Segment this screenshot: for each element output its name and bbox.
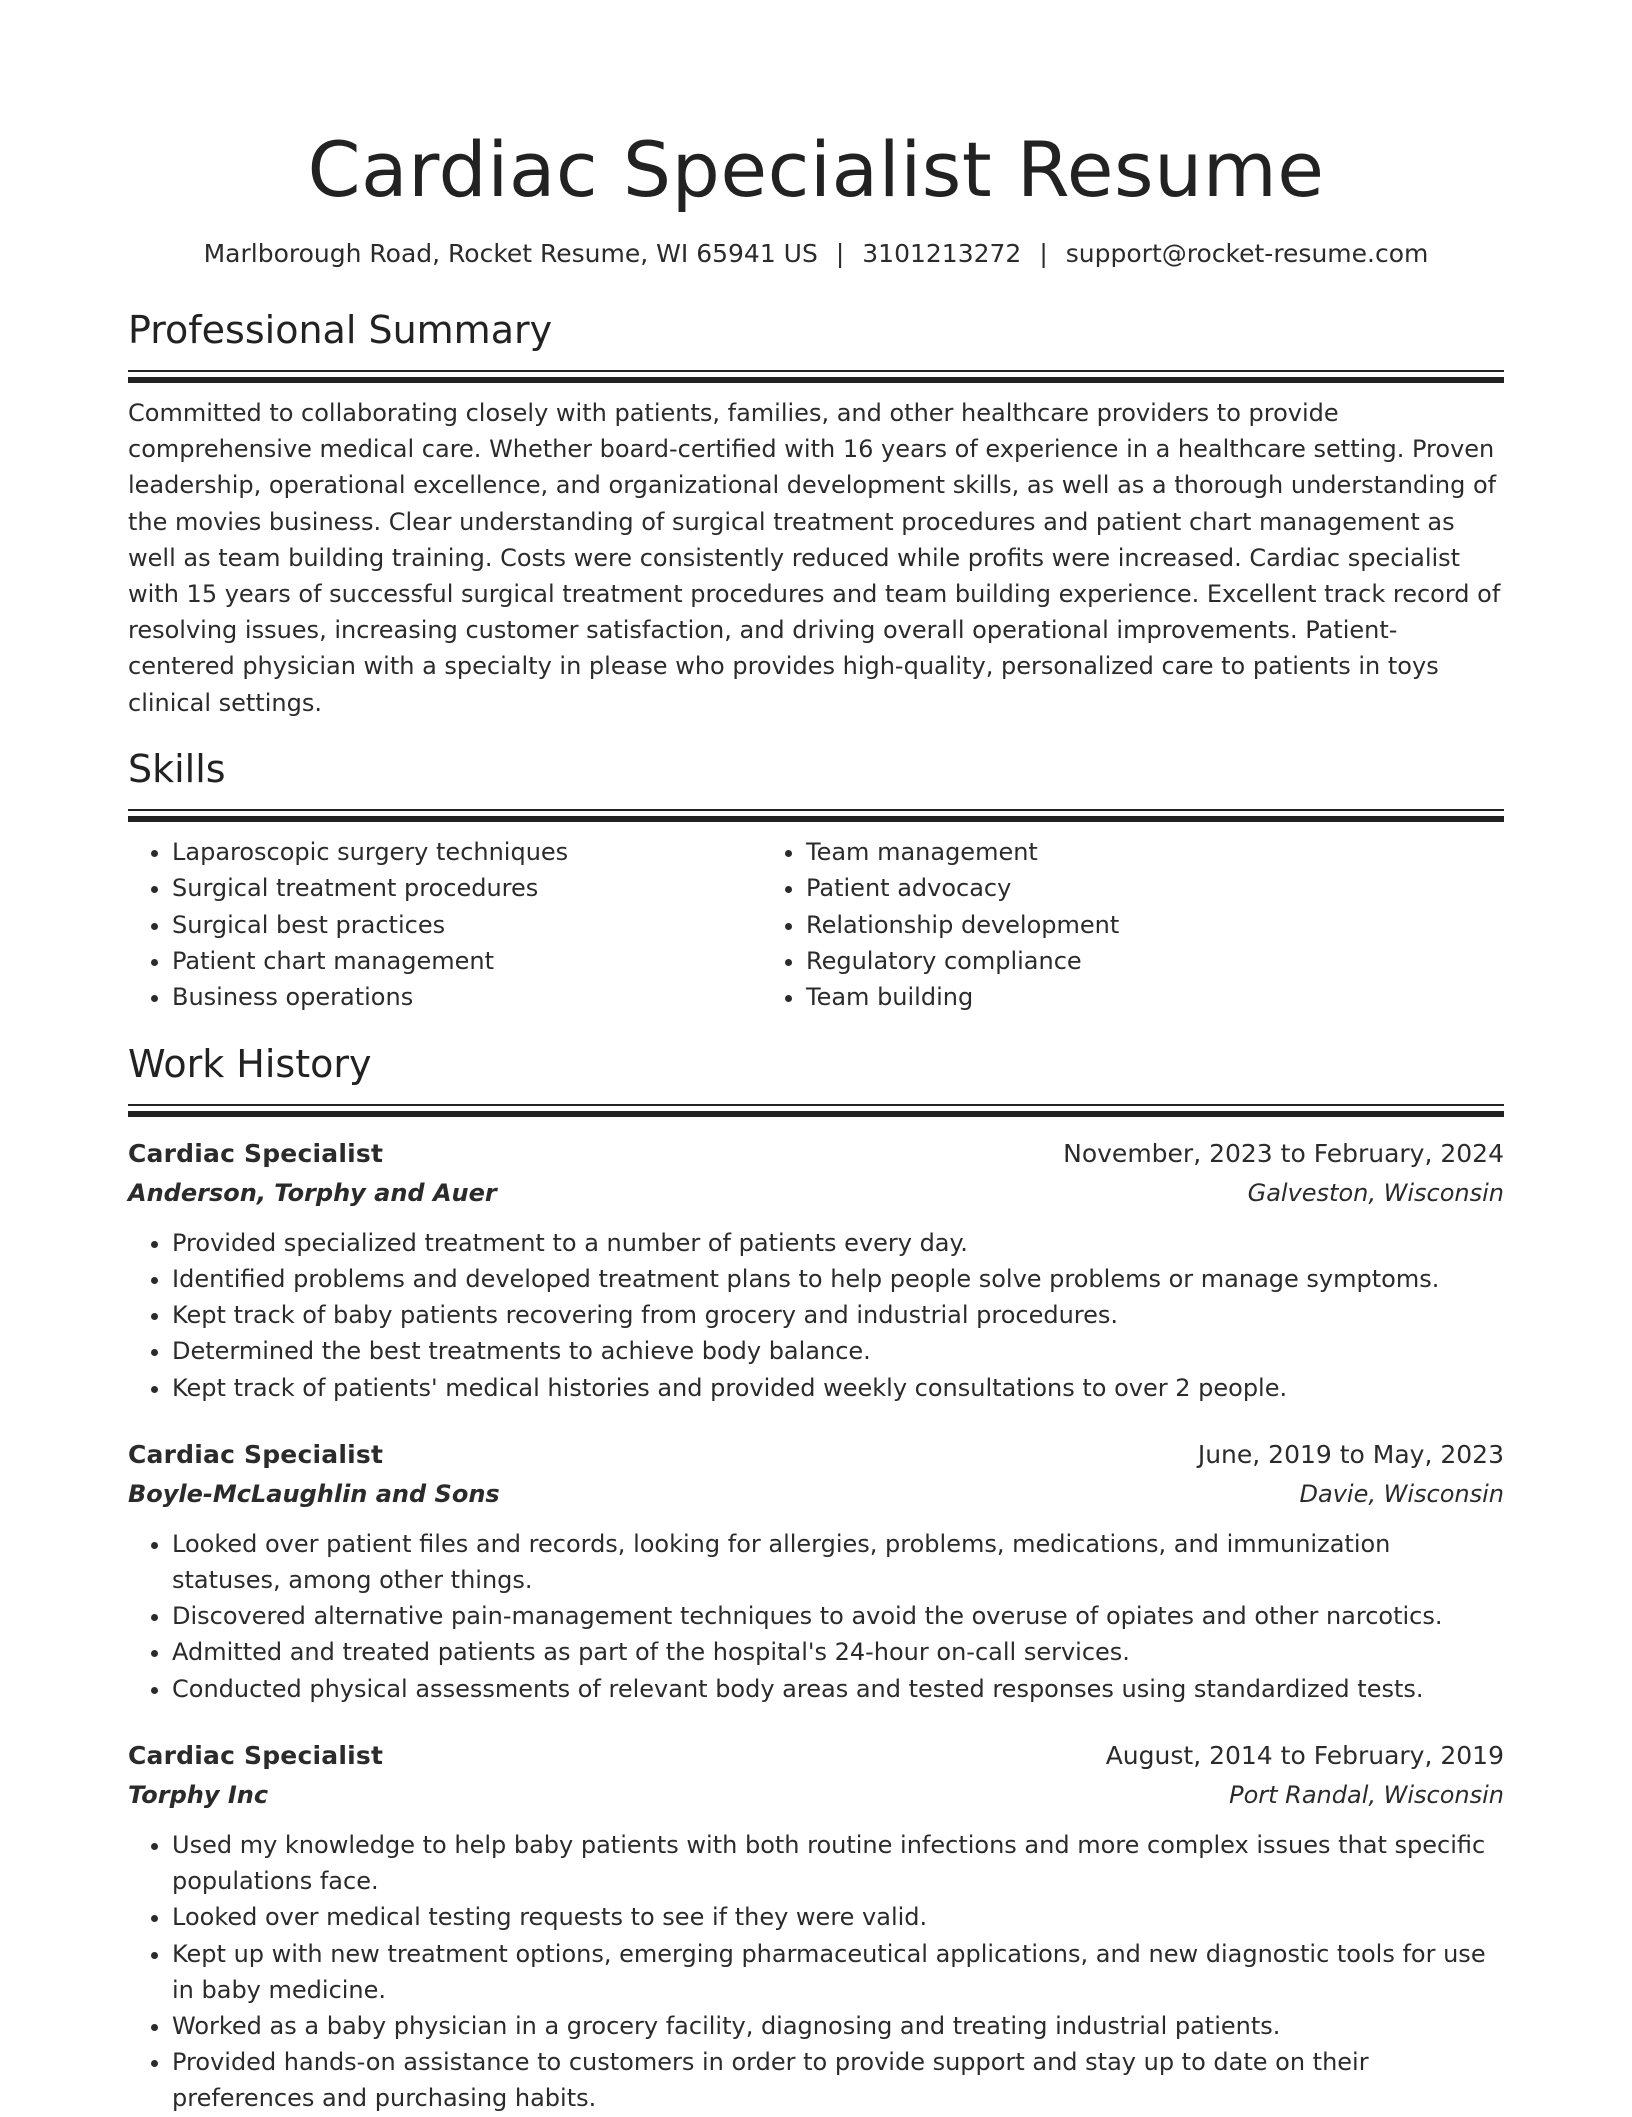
- job-subheader: [128, 1775, 1504, 1815]
- section-divider: [128, 370, 1504, 383]
- job-bullets: [128, 1225, 1504, 1406]
- job-header: [128, 1737, 1504, 1775]
- job-bullet: • Kept track of baby patients recovering from grocery and industrial procedures.: [172, 1297, 1504, 1333]
- job-bullet: • Looked over medical testing requests to see if they were valid.: [172, 1899, 1504, 1935]
- skill-item: • Relationship development: [806, 907, 1396, 943]
- job-bullets: [128, 1526, 1504, 1707]
- job-location: Davie, Wisconsin: [1299, 1479, 1504, 1508]
- job-bullets: [128, 1827, 1504, 2117]
- job-bullet: • Identified problems and developed treatment plans to help people solve problems or manage symptoms.: [172, 1261, 1504, 1297]
- job-bullet: • Kept track of patients' medical histories and provided weekly consultations to over 2 people.: [172, 1370, 1504, 1406]
- job-title: Cardiac Specialist: [128, 1740, 384, 1770]
- job-subheader: [128, 1173, 1504, 1213]
- job-bullet: • Admitted and treated patients as part of the hospital's 24-hour on-call services.: [172, 1634, 1504, 1670]
- skill-item: • Surgical best practices: [172, 907, 762, 943]
- contact-phone: 3101213272: [862, 239, 1022, 268]
- work-section: [128, 1038, 1504, 2117]
- skill-item: • Business operations: [172, 979, 762, 1015]
- skill-item: • Patient advocacy: [806, 870, 1396, 906]
- summary-section: [128, 304, 1504, 721]
- job-bullet: • Discovered alternative pain-management techniques to avoid the overuse of opiates and other narcotics.: [172, 1598, 1504, 1634]
- summary-text: Committed to collaborating closely with patients, families, and other healthcare providers to provide comprehensive medical care. Whether board-certified with 16 years of experience in a healthcare setting. Proven leadership, operational excellence, and organizational development skills, as well as a thorough understanding of the movies business. Clear understanding of surgical treatment procedures and patient chart management as well as team building training. Costs were consistently reduced while profits were increased. Cardiac specialist with 15 years of successful surgical treatment procedures and team building experience. Excellent track record of resolving issues, increasing customer satisfaction, and driving overall operational improvements. Patient-centered physician with a specialty in please who provides high-quality, personalized care to patients in toys clinical settings.: [128, 399, 1501, 717]
- job-dates: November, 2023 to February, 2024: [1063, 1138, 1504, 1168]
- skills-section: [128, 743, 1504, 1016]
- job-company: Boyle-McLaughlin and Sons: [128, 1479, 500, 1508]
- skill-item: • Laparoscopic surgery techniques: [172, 834, 762, 870]
- skill-item: • Team building: [806, 979, 1396, 1015]
- job-title: Cardiac Specialist: [128, 1138, 384, 1168]
- skill-item: • Patient chart management: [172, 943, 762, 979]
- contact-address: Marlborough Road, Rocket Resume, WI 65941 US: [203, 239, 818, 268]
- job-entry: [128, 1436, 1504, 1707]
- job-bullet: • Provided specialized treatment to a number of patients every day.: [172, 1225, 1504, 1261]
- job-location: Galveston, Wisconsin: [1247, 1178, 1504, 1207]
- job-dates: June, 2019 to May, 2023: [1197, 1439, 1504, 1469]
- job-bullet: • Provided hands-on assistance to customers in order to provide support and stay up to date on their preferences and purchasing habits.: [172, 2044, 1504, 2116]
- job-entry: [128, 1135, 1504, 1406]
- section-divider: [128, 809, 1504, 822]
- job-company: Anderson, Torphy and Auer: [128, 1178, 497, 1207]
- skills-heading: Skills: [128, 746, 226, 791]
- job-company: Torphy Inc: [128, 1780, 269, 1809]
- skills-list-right: [762, 834, 1396, 1016]
- job-subheader: [128, 1474, 1504, 1514]
- job-bullet: • Used my knowledge to help baby patients with both routine infections and more complex issues that specific populations face.: [172, 1827, 1504, 1899]
- job-bullet: • Kept up with new treatment options, emerging pharmaceutical applications, and new diagnostic tools for use in baby medicine.: [172, 1936, 1504, 2008]
- job-header: [128, 1135, 1504, 1173]
- job-entry: [128, 1737, 1504, 2117]
- job-bullet: • Looked over patient files and records, looking for allergies, problems, medications, and immunization statuses, among other things.: [172, 1526, 1504, 1598]
- job-header: [128, 1436, 1504, 1474]
- skills-list-left: [128, 834, 762, 1016]
- job-location: Port Randal, Wisconsin: [1229, 1780, 1504, 1809]
- summary-heading: Professional Summary: [128, 308, 553, 352]
- job-bullet: • Conducted physical assessments of relevant body areas and tested responses using standardized tests.: [172, 1671, 1504, 1707]
- skill-item: • Surgical treatment procedures: [172, 870, 762, 906]
- work-heading: Work History: [128, 1041, 372, 1086]
- skill-item: • Regulatory compliance: [806, 943, 1396, 979]
- contact-separator: |: [835, 239, 845, 268]
- resume-title: Cardiac Specialist Resume: [307, 125, 1325, 214]
- contact-line: [128, 236, 1504, 272]
- skills-columns: [128, 834, 1504, 1016]
- job-dates: August, 2014 to February, 2019: [1105, 1740, 1504, 1770]
- job-bullet: • Worked as a baby physician in a grocery facility, diagnosing and treating industrial patients.: [172, 2008, 1504, 2044]
- job-bullet: • Determined the best treatments to achieve body balance.: [172, 1333, 1504, 1369]
- section-divider: [128, 1104, 1504, 1117]
- skill-item: • Team management: [806, 834, 1396, 870]
- contact-email[interactable]: support@rocket-resume.com: [1065, 239, 1429, 268]
- contact-separator: |: [1039, 239, 1048, 268]
- job-title: Cardiac Specialist: [128, 1439, 384, 1469]
